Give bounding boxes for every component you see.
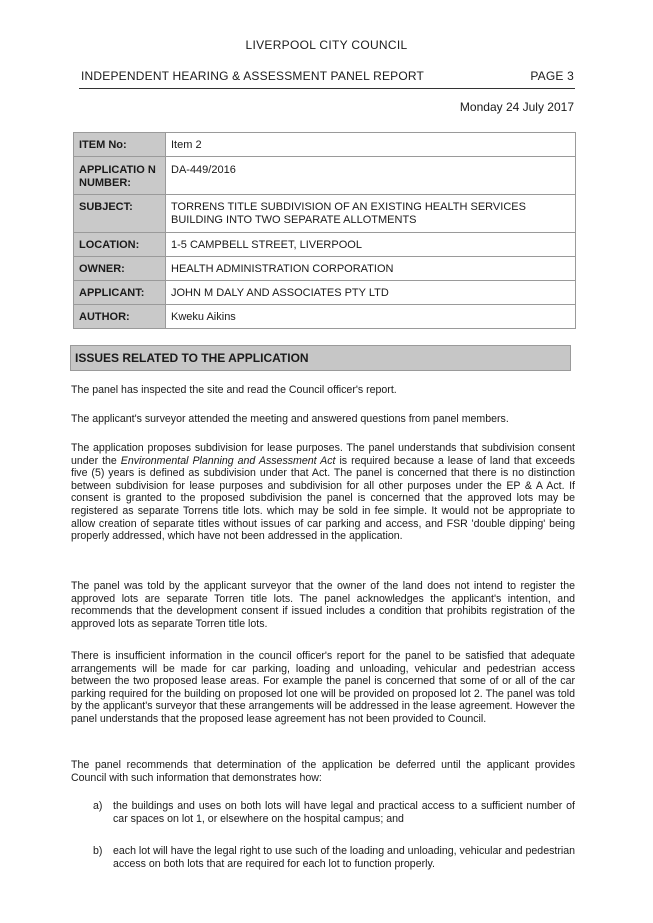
table-row — [74, 257, 576, 281]
row-value: Kweku Aikins — [166, 305, 576, 329]
table-row — [74, 233, 576, 257]
table-row — [74, 157, 576, 195]
paragraph-text: is required because a lease of land that exceeds five (5) years is defined as subdivision under that Act. The panel is concerned that there is no distinction between subdivision for lease purposes and subdivision for all other purposes under the EP & A Act. If consent is granted to the proposed subdivision the panel is concerned that the approved lots may be registered as separate Torrens title lots. which may be sold in fee simple. It would not be appropriate to allow creation of separate titles without issues of car parking and access, and FSR 'double dipping' being properly addressed, which have not been addressed in the application. — [71, 454, 575, 543]
section-heading: ISSUES RELATED TO THE APPLICATION — [70, 345, 571, 371]
header-divider — [79, 88, 575, 89]
row-label: APPLICANT: — [74, 281, 166, 305]
table-row — [74, 281, 576, 305]
row-label: AUTHOR: — [74, 305, 166, 329]
list-item-text: the buildings and uses on both lots will have legal and practical access to a sufficient number of car spaces on lot 1, or elsewhere on the hospital campus; and — [113, 800, 575, 825]
paragraph-insufficient-information: There is insufficient information in the council officer's report for the panel to be satisfied that adequate arrangements will be made for car parking, loading and unloading, vehicular and pedestrian access between the two proposed lease areas. For example the panel is concerned that some of or all of the car parking required for the building on proposed lot one will be provided on proposed lot 2. The panel was told by the applicant's surveyor that these arrangements will be addressed in the lease agreement. However the panel understands that the proposed lease agreement has not been provided to Council. — [71, 650, 575, 725]
list-item-text: each lot will have the legal right to use such of the loading and unloading, vehicular and pedestrian access on both lots that are required for each lot to function properly. — [113, 845, 575, 870]
paragraph-text: The application proposes subdivision for lease purposes. The panel understands that subdivision consent under the — [71, 442, 575, 467]
list-item — [93, 800, 575, 825]
report-date: Monday 24 July 2017 — [459, 100, 574, 114]
table-row — [74, 133, 576, 157]
paragraph-recommendation: The panel recommends that determination of the application be deferred until the applicant provides Council with such information that demonstrates how: — [71, 759, 575, 784]
row-value: Item 2 — [166, 133, 576, 157]
paragraph-site-inspection: The panel has inspected the site and read the Council officer's report. — [71, 384, 397, 396]
row-label: LOCATION: — [74, 233, 166, 257]
row-label: OWNER: — [74, 257, 166, 281]
row-value: DA-449/2016 — [166, 157, 576, 195]
page-number: PAGE 3 — [530, 69, 574, 83]
row-label: SUBJECT: — [74, 195, 166, 233]
table-row — [74, 195, 576, 233]
row-value: HEALTH ADMINISTRATION CORPORATION — [166, 257, 576, 281]
council-name: LIVERPOOL CITY COUNCIL — [245, 38, 408, 52]
act-name: Environmental Planning and Assessment Act — [120, 454, 336, 467]
row-value: TORRENS TITLE SUBDIVISION OF AN EXISTING HEALTH SERVICES BUILDING INTO TWO SEPARATE ALLOTMENTS — [166, 195, 576, 233]
table-row — [74, 305, 576, 329]
row-value: 1-5 CAMPBELL STREET, LIVERPOOL — [166, 233, 576, 257]
list-item — [93, 845, 575, 870]
report-title: INDEPENDENT HEARING & ASSESSMENT PANEL REPORT — [81, 69, 425, 83]
row-label: ITEM No: — [74, 133, 166, 157]
application-details-table — [73, 132, 576, 329]
row-value: JOHN M DALY AND ASSOCIATES PTY LTD — [166, 281, 576, 305]
paragraph-registration: The panel was told by the applicant surveyor that the owner of the land does not intend to register the approved lots are separate Torren title lots. The panel acknowledges the applicant's intention, and recommends that the development consent if issued includes a condition that prohibits registration of the approved lots as separate Torren title lots. — [71, 580, 575, 630]
list-marker: b) — [93, 845, 103, 857]
list-marker: a) — [93, 800, 103, 812]
paragraph-subdivision-purpose — [71, 442, 575, 543]
row-label: APPLICATIO N NUMBER: — [74, 157, 166, 195]
paragraph-surveyor-attendance: The applicant's surveyor attended the meeting and answered questions from panel members. — [71, 413, 509, 425]
